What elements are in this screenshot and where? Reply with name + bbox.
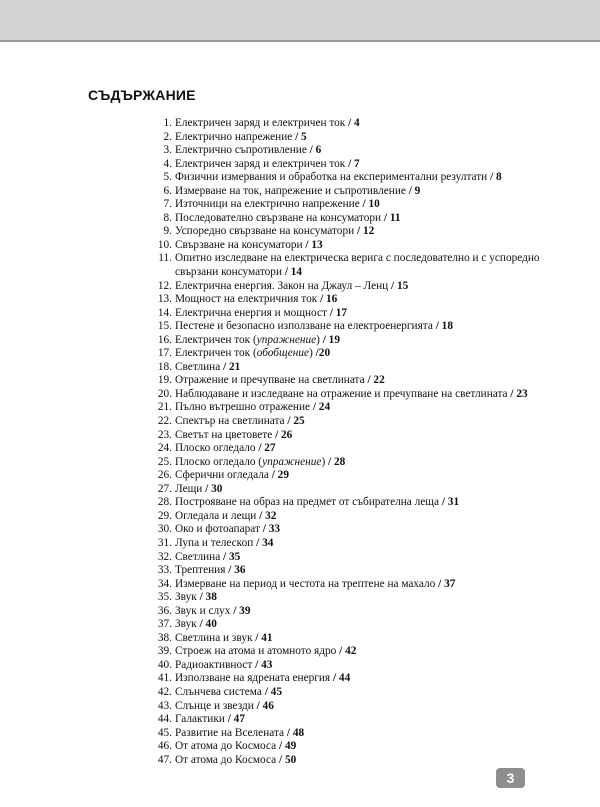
toc-entry-page: / 6: [309, 144, 322, 157]
toc-entry[interactable]: [150, 496, 560, 510]
toc-entry[interactable]: [150, 198, 560, 212]
toc-entry-title: [175, 442, 276, 454]
toc-entry-page: / 12: [356, 225, 375, 238]
toc-entry-number: 5.: [163, 171, 172, 184]
toc-entry-number: 27.: [157, 482, 172, 495]
toc-entry-number: 44.: [157, 713, 172, 726]
toc-entry-title: [175, 252, 555, 279]
toc-entry-title: [175, 483, 222, 495]
toc-entry-page: / 5: [295, 130, 307, 143]
toc-entry-page: / 17: [329, 306, 348, 319]
toc-entry-title: [175, 713, 245, 725]
toc-entry-title: [175, 198, 380, 210]
toc-entry-title: [175, 537, 273, 549]
toc-entry[interactable]: [150, 645, 560, 659]
toc-entry-page: / 18: [435, 320, 453, 333]
toc-entry-title: [175, 578, 455, 590]
toc-entry[interactable]: [150, 578, 560, 592]
toc-entry-page: / 37: [438, 577, 456, 590]
toc-entry-title: [175, 632, 273, 644]
toc-entry-number: 45.: [157, 726, 172, 739]
toc-entry-text: От атома до Космоса: [175, 740, 279, 753]
toc-entry-title: [175, 415, 305, 427]
toc-entry-number: 21.: [157, 401, 172, 414]
toc-entry-text: Електрична енергия и мощност: [175, 306, 330, 319]
toc-entry[interactable]: [150, 239, 560, 253]
toc-entry-text: Електрично съпротивление: [175, 144, 310, 157]
toc-entry-number: 7.: [163, 198, 172, 211]
toc-entry-italic: упражнение: [262, 455, 322, 468]
toc-entry-page: / 8: [490, 171, 502, 184]
toc-entry-text: ): [321, 455, 329, 468]
toc-entry[interactable]: [150, 374, 560, 388]
toc-entry-title: [175, 225, 374, 237]
toc-entry-number: 39.: [157, 645, 172, 658]
toc-entry-number: 17.: [157, 347, 172, 360]
toc-entry-number: 14.: [157, 306, 172, 319]
toc-entry[interactable]: [150, 388, 560, 402]
toc-entry-title: [175, 347, 330, 359]
toc-entry-text: Електрична енергия. Закон на Джаул – Ленц: [175, 279, 392, 292]
toc-entry[interactable]: [150, 320, 560, 334]
toc-entry[interactable]: [150, 591, 560, 605]
toc-entry-number: 2.: [163, 130, 172, 143]
toc-entry-page: / 48: [286, 726, 305, 739]
toc-entry[interactable]: [150, 727, 560, 741]
toc-entry-text: Звук и слух: [175, 604, 234, 617]
toc-entry-number: 42.: [157, 685, 172, 698]
toc-entry-title: [175, 686, 282, 698]
toc-entry-number: 46.: [157, 740, 172, 753]
toc-entry-number: 32.: [157, 550, 172, 563]
toc-entry-number: 25.: [157, 455, 172, 468]
toc-entry-text: Светлина и звук: [175, 631, 256, 644]
toc-entry-text: Свързване на консуматори: [175, 238, 306, 251]
toc-entry-text: Слънце и звезди: [175, 699, 257, 712]
toc-entry-title: [175, 510, 276, 522]
toc-entry-page: / 23: [510, 387, 528, 400]
toc-entry-title: [175, 469, 289, 481]
toc-entry-title: [175, 429, 292, 441]
toc-entry-text: Опитно изследване на електрическа верига с последователно и с успоредно свързани консуматори: [175, 252, 540, 279]
toc-entry-number: 4.: [163, 157, 172, 170]
toc-entry-page: / 14: [284, 266, 303, 279]
toc-entry-title: [175, 645, 356, 657]
toc-entry-text: От атома до Космоса: [175, 753, 279, 766]
toc-entry-title: [175, 280, 408, 292]
toc-entry[interactable]: [150, 185, 560, 199]
toc-entry-number: 19.: [157, 374, 172, 387]
toc-entry-text: Галактики: [175, 713, 228, 726]
toc-entry-title: [175, 131, 307, 143]
toc-entry-number: 28.: [157, 496, 172, 509]
toc-entry-text: Електричен заряд и електричен ток: [175, 117, 349, 129]
toc-entry-text: Светът на цветовете: [175, 428, 276, 441]
toc-entry[interactable]: [150, 415, 560, 429]
toc-entry-page: / 15: [391, 279, 409, 292]
toc-entry[interactable]: [150, 401, 560, 415]
toc-entry[interactable]: [150, 429, 560, 443]
toc-entry-page: / 22: [367, 374, 385, 387]
toc-entry-text: Спектър на светлината: [175, 415, 288, 428]
toc-entry-text: Трептения: [175, 564, 229, 577]
toc-entry-text: Строеж на атома и атомното ядро: [175, 645, 340, 658]
toc-entry[interactable]: [150, 144, 560, 158]
toc-entry-number: 40.: [157, 658, 172, 671]
toc-entry-text: Използване на ядрената енергия: [175, 672, 333, 685]
toc-entry-number: 23.: [157, 428, 172, 441]
toc-entry-number: 29.: [157, 509, 172, 522]
toc-entry-number: 24.: [157, 442, 172, 455]
toc-entry-page: / 36: [228, 564, 246, 577]
toc-entry-page: / 27: [258, 442, 276, 455]
toc-entry-number: 34.: [157, 577, 172, 590]
toc-entry[interactable]: [150, 117, 560, 131]
toc-entry-text: Последователно свързване на консуматори: [175, 211, 384, 224]
toc-entry-number: 3.: [163, 144, 172, 157]
toc-entry[interactable]: [150, 659, 560, 673]
toc-entry-number: 26.: [157, 469, 172, 482]
toc-entry-title: [175, 307, 347, 319]
toc-entry-page: / 50: [278, 753, 297, 766]
toc-entry-page: / 16: [320, 293, 338, 306]
toc-entry-text: Източници на електрично напрежение: [175, 198, 363, 211]
toc-entry-title: [175, 361, 240, 373]
toc-entry-text: Пълно вътрешно отражение: [175, 401, 313, 414]
toc-entry-number: 37.: [157, 618, 172, 631]
toc-entry[interactable]: [150, 469, 560, 483]
toc-entry[interactable]: [150, 713, 560, 727]
toc-entry[interactable]: [150, 361, 560, 375]
toc-entry-page: / 38: [199, 591, 217, 604]
toc-entry-page: / 41: [255, 631, 273, 644]
toc-entry-text: Електричен ток (: [175, 333, 257, 346]
toc-entry-title: [175, 618, 217, 630]
toc-entry-number: 33.: [157, 564, 172, 577]
toc-entry-page: / 4: [348, 117, 360, 129]
toc-entry-title: [175, 551, 240, 563]
toc-entry-page: / 42: [339, 645, 357, 658]
toc-entry[interactable]: [150, 252, 560, 279]
toc-entry-number: 41.: [157, 672, 172, 685]
toc-entry-title: [175, 564, 246, 576]
toc-entry-page: / 26: [275, 428, 293, 441]
toc-entry[interactable]: [150, 551, 560, 565]
page-title: СЪДЪРЖАНИЕ: [88, 87, 196, 103]
toc-entry-text: Измерване на период и честота на трептене на махало: [175, 577, 439, 590]
toc-entry-title: [175, 293, 337, 305]
toc-entry-text: Електричен заряд и електричен ток: [175, 157, 349, 170]
toc-entry[interactable]: [150, 307, 560, 321]
toc-entry-title: [175, 740, 296, 752]
toc-entry[interactable]: [150, 225, 560, 239]
toc-entry-page: / 25: [287, 415, 305, 428]
toc-entry-number: 35.: [157, 591, 172, 604]
toc-entry-page: / 43: [255, 658, 273, 671]
toc-entry-title: [175, 144, 321, 156]
toc-entry-number: 8.: [163, 211, 172, 224]
toc-entry-text: Построяване на образ на предмет от събирателна леща: [175, 496, 442, 509]
toc-entry-page: / 30: [205, 482, 223, 495]
toc-entry-text: Светлина: [175, 550, 224, 563]
toc-entry-text: Сферични огледала: [175, 469, 272, 482]
table-of-contents: [150, 117, 560, 767]
toc-entry-italic: обобщение: [256, 347, 310, 360]
toc-entry[interactable]: [150, 158, 560, 172]
toc-entry-title: [175, 374, 385, 386]
toc-entry-text: ): [309, 347, 316, 360]
toc-entry-page: / 47: [227, 713, 245, 726]
toc-entry-text: Светлина: [175, 360, 224, 373]
toc-entry-page: / 13: [305, 238, 323, 251]
toc-entry-page: / 28: [328, 455, 346, 468]
toc-entry-number: 9.: [163, 225, 172, 238]
toc-entry-page: / 29: [271, 469, 289, 482]
toc-entry-page: / 19: [322, 333, 340, 346]
toc-entry[interactable]: [150, 740, 560, 754]
toc-entry-text: Успоредно свързване на консуматори: [175, 225, 357, 238]
toc-entry[interactable]: [150, 347, 560, 361]
toc-entry-number: 11.: [158, 252, 172, 265]
toc-entry-text: Огледала и лещи: [175, 509, 260, 522]
toc-entry[interactable]: [150, 564, 560, 578]
toc-entry-text: Физични измервания и обработка на експериментални резултати: [175, 171, 491, 184]
toc-entry-text: Пестене и безопасно използване на електроенергията: [175, 320, 436, 333]
toc-entry-text: Око и фотоапарат: [175, 523, 263, 536]
toc-entry[interactable]: [150, 632, 560, 646]
toc-entry-number: 38.: [157, 631, 172, 644]
toc-entry-title: [175, 523, 280, 535]
toc-entry-number: 22.: [157, 415, 172, 428]
toc-entry-number: 47.: [157, 753, 172, 766]
toc-entry-text: Наблюдаване и изследване на отражение и пречупване на светлината: [175, 387, 511, 400]
toc-entry[interactable]: [150, 510, 560, 524]
toc-entry-text: Плоско огледало: [175, 442, 259, 455]
toc-entry-page: / 31: [441, 496, 460, 509]
toc-entry-title: [175, 212, 401, 224]
toc-entry-number: 30.: [157, 523, 172, 536]
toc-entry-text: Слънчева система: [175, 685, 265, 698]
toc-entry-number: 12.: [157, 279, 172, 292]
toc-entry-title: [175, 591, 217, 603]
toc-entry-italic: упражнение: [256, 333, 317, 346]
toc-entry-page: / 10: [362, 198, 380, 211]
toc-entry[interactable]: [150, 293, 560, 307]
toc-entry-text: Лещи: [175, 482, 206, 495]
toc-entry-title: [175, 334, 340, 346]
toc-entry-title: [175, 158, 360, 170]
toc-entry-text: Мощност на електричния ток: [175, 293, 321, 306]
toc-entry-page: / 9: [408, 184, 421, 197]
toc-entry[interactable]: [150, 700, 560, 714]
toc-entry-number: 43.: [157, 699, 172, 712]
toc-entry-text: Електричен ток (: [175, 347, 257, 360]
toc-entry-title: [175, 171, 502, 183]
toc-entry-title: [175, 388, 528, 400]
toc-entry-title: [175, 672, 350, 684]
toc-entry-title: [175, 700, 274, 712]
toc-entry[interactable]: [150, 483, 560, 497]
toc-entry-page: / 35: [223, 550, 241, 563]
toc-entry-number: 36.: [157, 604, 172, 617]
toc-entry[interactable]: [150, 618, 560, 632]
page-number-badge: 3: [496, 768, 525, 788]
toc-entry[interactable]: [150, 537, 560, 551]
toc-entry-title: [175, 320, 453, 332]
toc-entry-text: Отражение и пречупване на светлината: [175, 374, 368, 387]
toc-entry[interactable]: [150, 605, 560, 619]
toc-entry-title: [175, 496, 459, 508]
toc-entry-page: / 24: [312, 401, 331, 414]
toc-entry[interactable]: [150, 672, 560, 686]
toc-entry-page: / 33: [262, 523, 280, 536]
toc-entry-text: ): [316, 333, 323, 346]
toc-entry-page: / 11: [383, 211, 401, 224]
toc-entry[interactable]: [150, 686, 560, 700]
toc-entry-page: / 46: [256, 699, 274, 712]
toc-entry-text: Измерване на ток, напрежение и съпротивление: [175, 184, 409, 197]
toc-entry-number: 13.: [157, 293, 172, 306]
toc-entry[interactable]: [150, 131, 560, 145]
toc-entry-number: 18.: [157, 360, 172, 373]
toc-entry[interactable]: [150, 280, 560, 294]
toc-entry-page: / 7: [348, 157, 360, 170]
toc-entry-title: [175, 117, 360, 129]
toc-entry-title: [175, 239, 323, 251]
toc-entry-number: 20.: [157, 387, 172, 400]
toc-entry[interactable]: [150, 442, 560, 456]
toc-entry-title: [175, 605, 250, 617]
toc-entry-page: / 34: [256, 536, 274, 549]
toc-entry-text: Радиоактивност: [175, 658, 256, 671]
toc-entry[interactable]: [150, 171, 560, 185]
toc-entry-text: Развитие на Вселената: [175, 726, 287, 739]
toc-entry-page: / 32: [259, 509, 277, 522]
toc-entry-page: / 45: [264, 685, 282, 698]
toc-entry-number: 31.: [157, 536, 172, 549]
header-band: [0, 0, 600, 42]
toc-entry-page: /20: [315, 347, 331, 360]
toc-entry-title: [175, 754, 296, 766]
toc-entry-text: Звук: [175, 591, 200, 604]
toc-entry-title: [175, 401, 330, 413]
toc-entry[interactable]: [150, 212, 560, 226]
toc-entry-number: 6.: [163, 184, 172, 197]
toc-entry-number: 16.: [157, 333, 172, 346]
toc-entry-text: Звук: [175, 618, 200, 631]
toc-entry-text: Лупа и телескоп: [175, 536, 257, 549]
toc-entry[interactable]: [150, 456, 560, 470]
toc-entry-number: 15.: [157, 320, 172, 333]
toc-entry[interactable]: [150, 523, 560, 537]
toc-entry-title: [175, 659, 272, 671]
toc-entry[interactable]: [150, 334, 560, 348]
toc-entry-title: [175, 727, 304, 739]
toc-entry-title: [175, 456, 345, 468]
toc-entry-text: Плоско огледало (: [175, 455, 263, 468]
toc-entry-page: / 40: [199, 618, 217, 631]
toc-entry-number: 1.: [163, 117, 172, 129]
toc-entry-page: / 21: [223, 360, 241, 373]
toc-entry-text: Електрично напрежение: [175, 130, 296, 143]
toc-entry-page: / 44: [332, 672, 351, 685]
toc-entry-page: / 39: [233, 604, 251, 617]
toc-entry-title: [175, 185, 420, 197]
toc-entry-number: 10.: [157, 238, 172, 251]
toc-entry-page: / 49: [278, 740, 297, 753]
toc-entry[interactable]: [150, 754, 560, 768]
